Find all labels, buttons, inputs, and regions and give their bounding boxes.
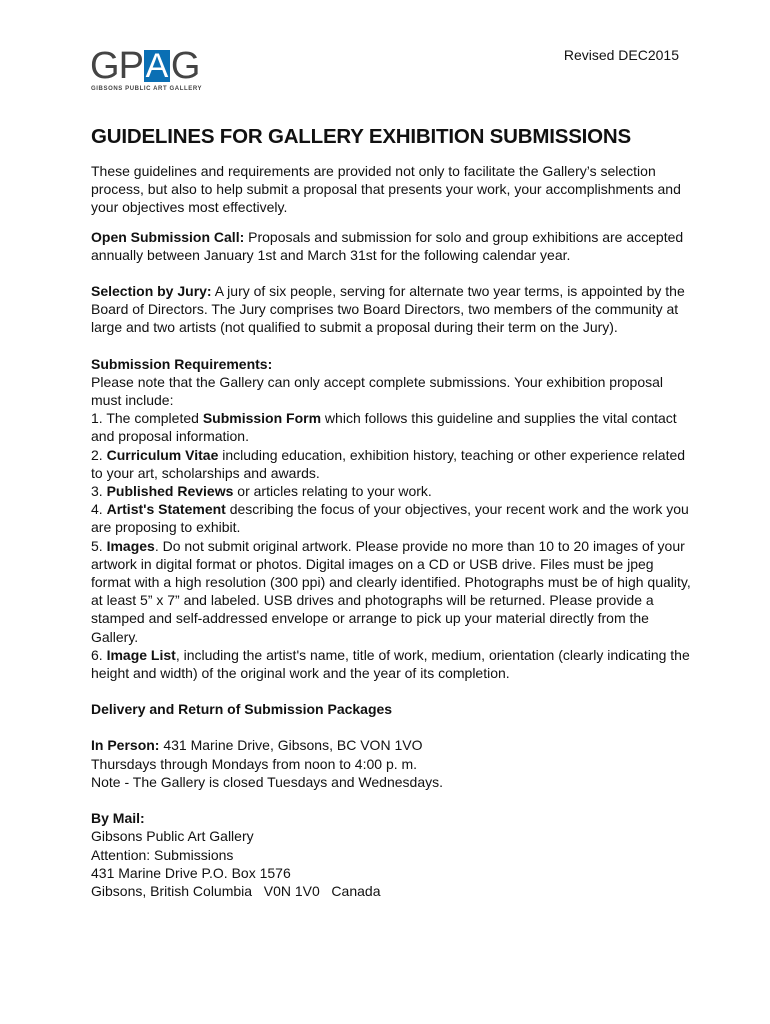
closed-note: Note - The Gallery is closed Tuesdays and Wednesdays. [91,773,443,790]
logo-subtitle: GIBSONS PUBLIC ART GALLERY [91,86,203,92]
gallery-logo [90,45,203,96]
requirement-item-4: 4. Artist's Statement describing the focus of your objectives, your recent work and the work you are proposing to exhibit. [91,501,689,536]
delivery-heading: Delivery and Return of Submission Packages [91,701,393,718]
jury-paragraph [91,282,691,337]
mail-heading: By Mail: [91,810,145,827]
requirements-intro: Please note that the Gallery can only accept complete submissions. Your exhibition proposal must include: [91,373,664,409]
logo-letter-p: P [118,45,143,87]
mail-line: Attention: Submissions [91,846,234,863]
requirement-item-6: 6. Image List, including the artist's name, title of work, medium, orientation (clearly indicating the height and width) of the original work and the year of its completion. [91,646,690,682]
page-title: GUIDELINES FOR GALLERY EXHIBITION SUBMISSIONS [91,125,631,148]
jury-label: Selection by Jury: [91,283,212,300]
logo-letter-a-box: A [145,47,169,85]
revision-date: Revised DEC2015 [563,47,679,63]
requirement-item-1: 1. The completed Submission Form which follows this guideline and supplies the vital contact and proposal information. [91,410,677,445]
requirement-item-2: 2. Curriculum Vitae including education, exhibition history, teaching or other experience related to your art, scholarships and awards. [91,446,686,481]
requirements-heading: Submission Requirements: [91,355,273,372]
mail-line: Gibsons, British Columbia V0N 1V0 Canada [91,882,381,899]
requirement-item-5: 5. Images. Do not submit original artwork. Please provide no more than 10 to 20 images of your artwork in digital format or photos. Digital images on a CD or USB drive. Files must be jpeg format with a high resolution (300 ppi) and clearly identified. Photographs must be of high quality, at least 5” x 7” and labeled. USB drives and photographs will be returned. Please provide a stamped and self-addressed envelope or arrange to pick up your material directly from the Gallery. [91,537,691,645]
jury-text: A jury of six people, serving for alternate two year terms, is appointed by the Board of Directors. The Jury comprises two Board Directors, two members of the community at large and two artists (not qualified to submit a proposal during their term on the Jury). [91,283,685,336]
logo-letter-g: G [90,45,119,87]
requirement-item-3: 3. Published Reviews or articles relating to your work. [91,483,432,500]
open-call-label: Open Submission Call: [91,228,245,245]
in-person-address: 431 Marine Drive, Gibsons, BC VON 1VO [159,737,423,754]
in-person-line [91,736,691,754]
open-call-paragraph [91,228,691,264]
document-body [91,162,691,900]
hours-line: Thursdays through Mondays from noon to 4:00 p. m. [91,755,418,772]
mail-line: Gibsons Public Art Gallery [91,828,254,845]
intro-paragraph: These guidelines and requirements are provided not only to facilitate the Gallery’s selection process, but also to help submit a proposal that presents your work, your accomplishments and your objectives most effectively. [91,163,681,216]
logo-letter-g2: G [170,45,200,87]
open-call-text: Proposals and submission for solo and group exhibitions are accepted annually between January 1st and March 31st for the following calendar year. [91,228,684,263]
in-person-label: In Person: [91,737,160,754]
mail-line: 431 Marine Drive P.O. Box 1576 [91,864,291,881]
